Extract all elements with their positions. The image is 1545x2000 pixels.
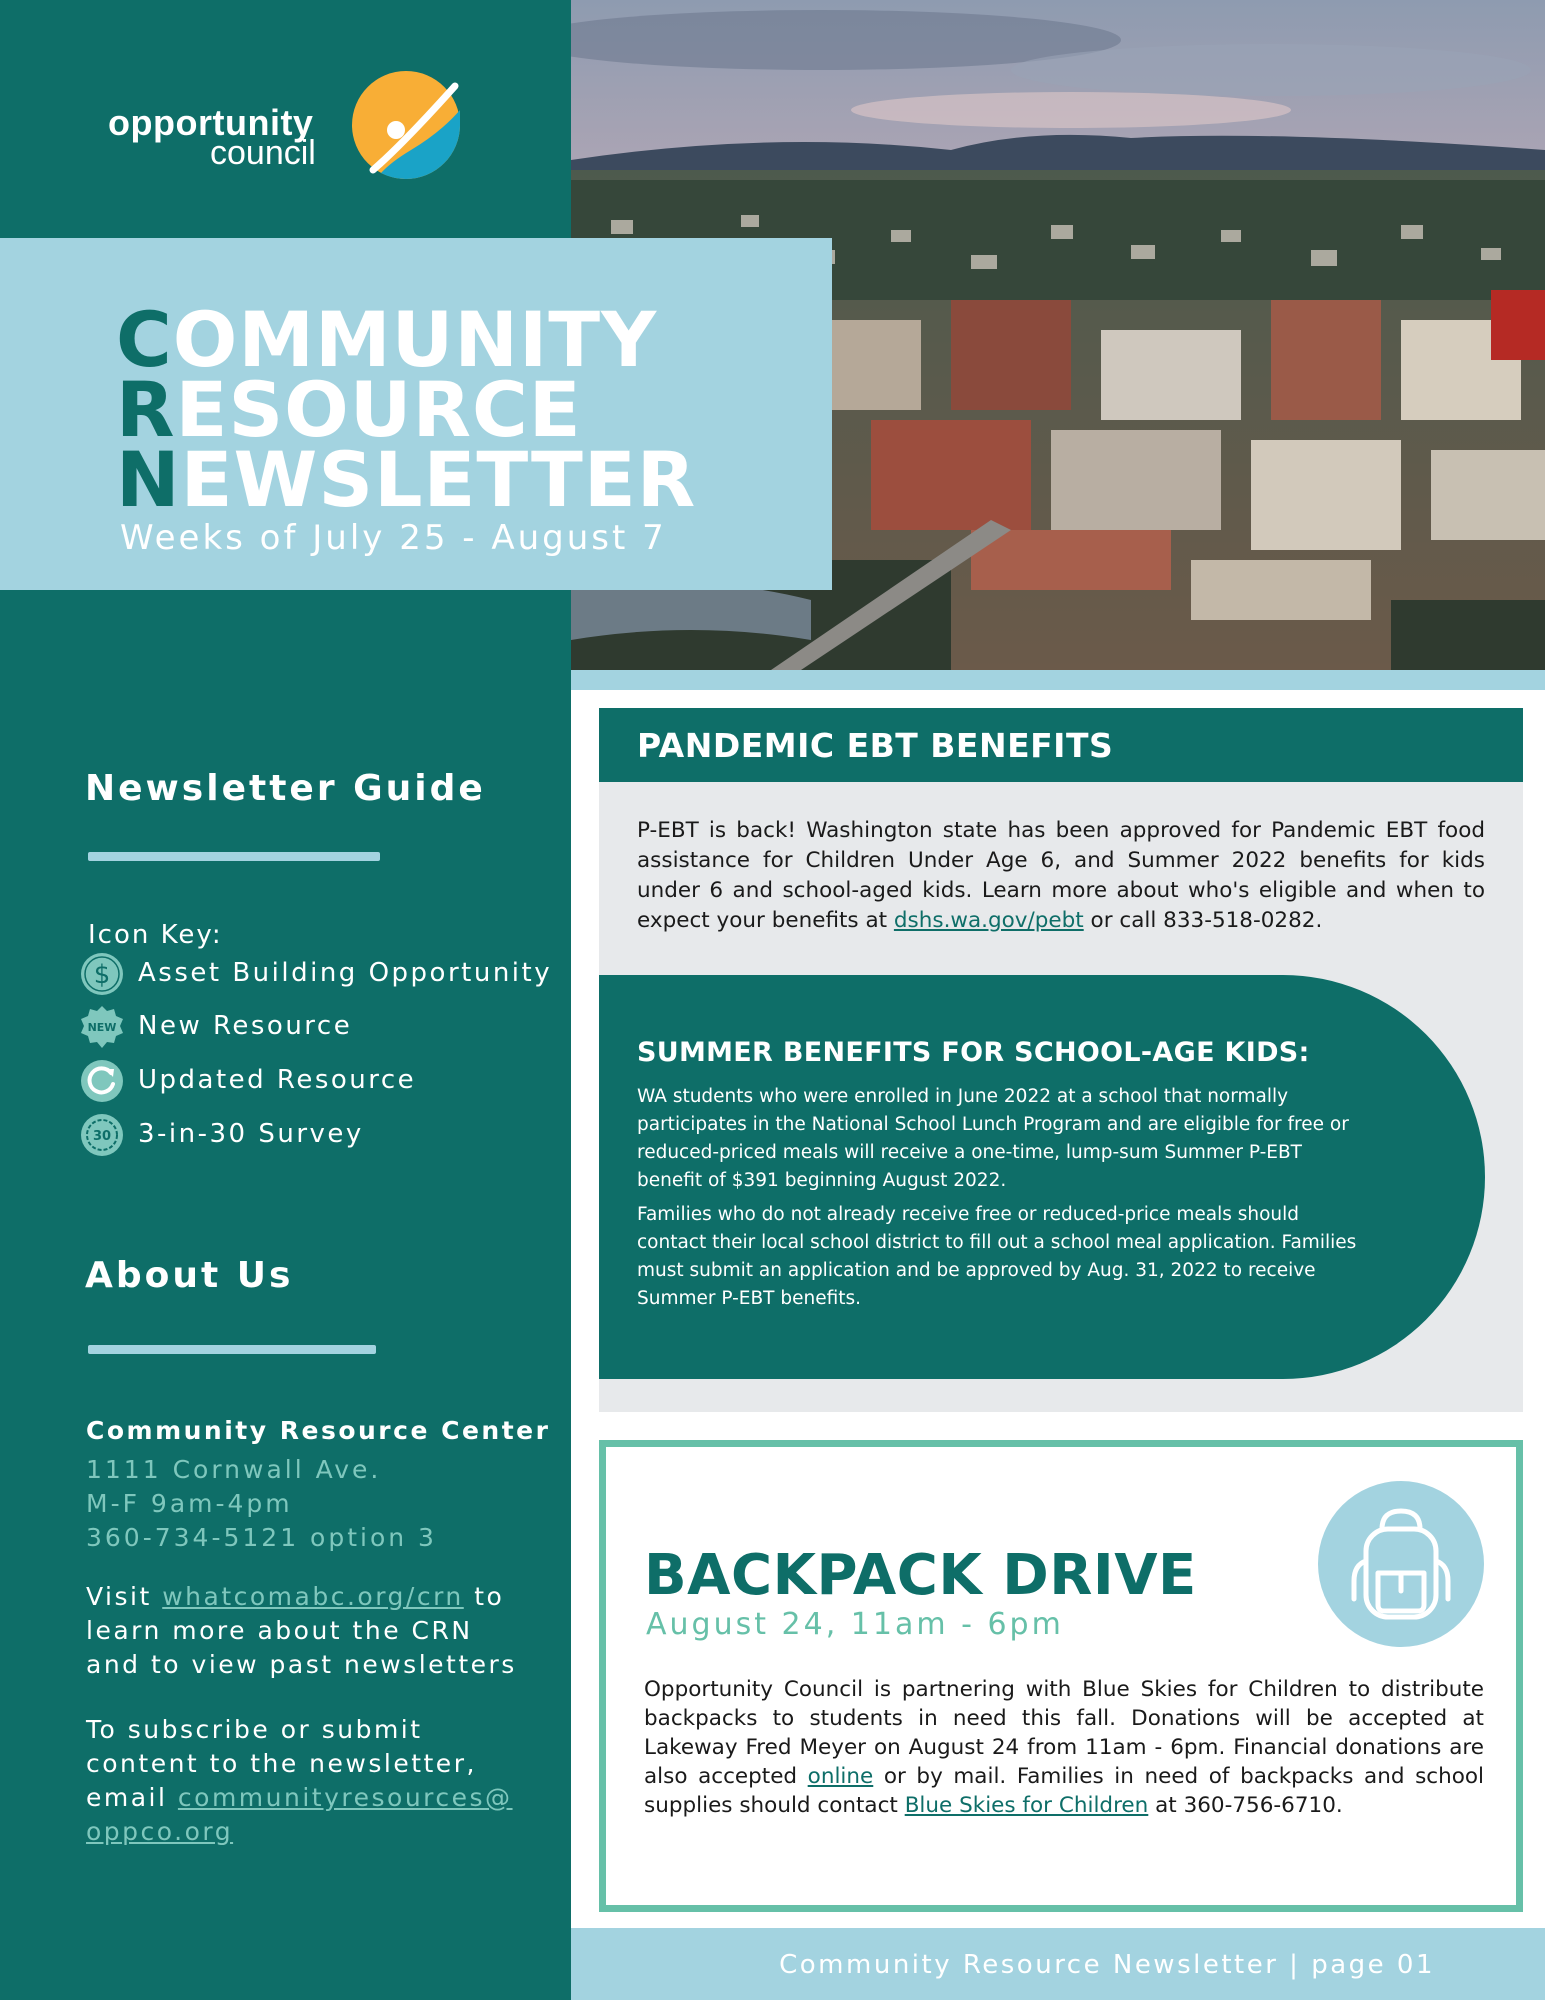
backpack-drive-date: August 24, 11am - 6pm (646, 1607, 1064, 1642)
title-initial-r: R (116, 365, 176, 454)
hero-bottom-strip (571, 670, 1545, 690)
online-donation-link[interactable]: online (807, 1764, 874, 1789)
backpack-drive-title: BACKPACK DRIVE (644, 1543, 1197, 1608)
visit-suffix: to learn more about the CRN and to view past newsletters (86, 1582, 517, 1679)
survey-badge-text: 30 (92, 1129, 112, 1144)
logo-word-opportunity: opportunity (108, 102, 314, 143)
pebt-header (599, 708, 1523, 782)
title-line-newsletter (116, 435, 697, 524)
icon-key-label-new: New Resource (138, 1011, 353, 1041)
title-initial-n: N (116, 435, 181, 524)
pebt-link[interactable]: dshs.wa.gov/pebt (893, 908, 1084, 933)
crn-website-link[interactable]: whatcomabc.org/crn (162, 1582, 464, 1611)
summer-benefits-box (599, 975, 1485, 1379)
title-rest-resource: ESOURCE (175, 365, 582, 454)
pebt-title: PANDEMIC EBT BENEFITS (637, 726, 1114, 765)
dollar-icon (80, 952, 124, 996)
about-us-heading: About Us (85, 1255, 294, 1296)
svg-text:$: $ (93, 960, 111, 990)
backpack-icon (1318, 1481, 1484, 1647)
about-divider (88, 1345, 376, 1354)
pebt-text-before: P-EBT is back! Washington state has been approved for Pandemic EBT food assistance for Children Under Age 6, and Summer 2022 benefits for kids under 6 and school-aged kids. Learn more about who's eligible and when to expect your benefits at (637, 818, 1485, 933)
guide-divider (88, 852, 380, 861)
blue-skies-link[interactable]: Blue Skies for Children (904, 1793, 1149, 1818)
icon-key-label: Icon Key: (88, 920, 223, 950)
backpack-text-1: Opportunity Council is partnering with Blue Skies for Children to distribute backpacks to students in need this fall. Donations will be accepted at Lakeway Fred Meyer on August 24 from 11am - 6pm. Financial donations are also accepted (644, 1677, 1484, 1789)
icon-key-item-updated (80, 1059, 550, 1103)
backpack-drive-section (599, 1440, 1523, 1912)
pebt-text-after: or call 833-518-0282. (1083, 908, 1323, 933)
backpack-drive-description (644, 1675, 1484, 1820)
pebt-section (599, 708, 1523, 1412)
new-badge-text: NEW (87, 1021, 117, 1034)
summer-benefits-title: SUMMER BENEFITS FOR SCHOOL-AGE KIDS: (637, 1037, 1310, 1068)
newsletter-title-band (0, 238, 832, 590)
title-rest-newsletter: EWSLETTER (180, 435, 697, 524)
newsletter-date-range: Weeks of July 25 - August 7 (120, 518, 667, 558)
icon-key-label-survey: 3-in-30 Survey (138, 1119, 364, 1149)
visit-paragraph (86, 1580, 526, 1682)
email-link[interactable]: communityresources@ oppco.org (86, 1783, 513, 1846)
title-rest-community: OMMUNITY (172, 295, 658, 384)
logo-word-council: council (210, 134, 316, 172)
new-badge-icon (80, 1005, 124, 1049)
newsletter-guide-heading: Newsletter Guide (85, 768, 486, 809)
visit-prefix: Visit (86, 1582, 163, 1611)
summer-benefits-paragraph-2: Families who do not already receive free or reduced-price meals should contact their local school district to fill out a school meal application. Families must submit an application and be approved by Aug. 31, 2022 to receive Summer P-EBT benefits. (637, 1204, 1357, 1309)
icon-key-item-survey (80, 1113, 550, 1157)
icon-key-item-new (80, 1005, 550, 1049)
icon-key-item-asset-building (80, 952, 553, 996)
crc-address: 1111 Cornwall Ave. (86, 1455, 382, 1484)
crc-phone: 360-734-5121 option 3 (86, 1523, 437, 1552)
crc-hours: M-F 9am-4pm (86, 1489, 293, 1518)
subscribe-prefix: To subscribe or submit content to the newsletter, email (86, 1715, 477, 1812)
footer-text: Community Resource Newsletter | page 01 (779, 1950, 1435, 1980)
survey-30-icon (80, 1113, 124, 1157)
title-initial-c: C (116, 295, 173, 384)
refresh-icon (80, 1059, 124, 1103)
crc-title: Community Resource Center (86, 1416, 551, 1445)
summer-benefits-paragraph-1: WA students who were enrolled in June 2022 at a school that normally participates in the National School Lunch Program and are eligible for free or reduced-priced meals will receive a one-time, lump-sum Summer P-EBT benefit of $391 beginning August 2022. (637, 1086, 1349, 1191)
logo-mark-icon (351, 70, 461, 180)
icon-key-label-asset: Asset Building Opportunity (138, 958, 553, 988)
subscribe-paragraph (86, 1713, 526, 1849)
opportunity-council-logo[interactable] (108, 68, 468, 183)
icon-key-label-updated: Updated Resource (138, 1065, 417, 1095)
backpack-text-3: at 360-756-6710. (1148, 1793, 1343, 1818)
backpack-text-2: or by mail. Families in need of backpacks and school supplies should contact (644, 1764, 1485, 1818)
pebt-description (637, 816, 1485, 936)
page-footer (571, 1928, 1545, 2000)
